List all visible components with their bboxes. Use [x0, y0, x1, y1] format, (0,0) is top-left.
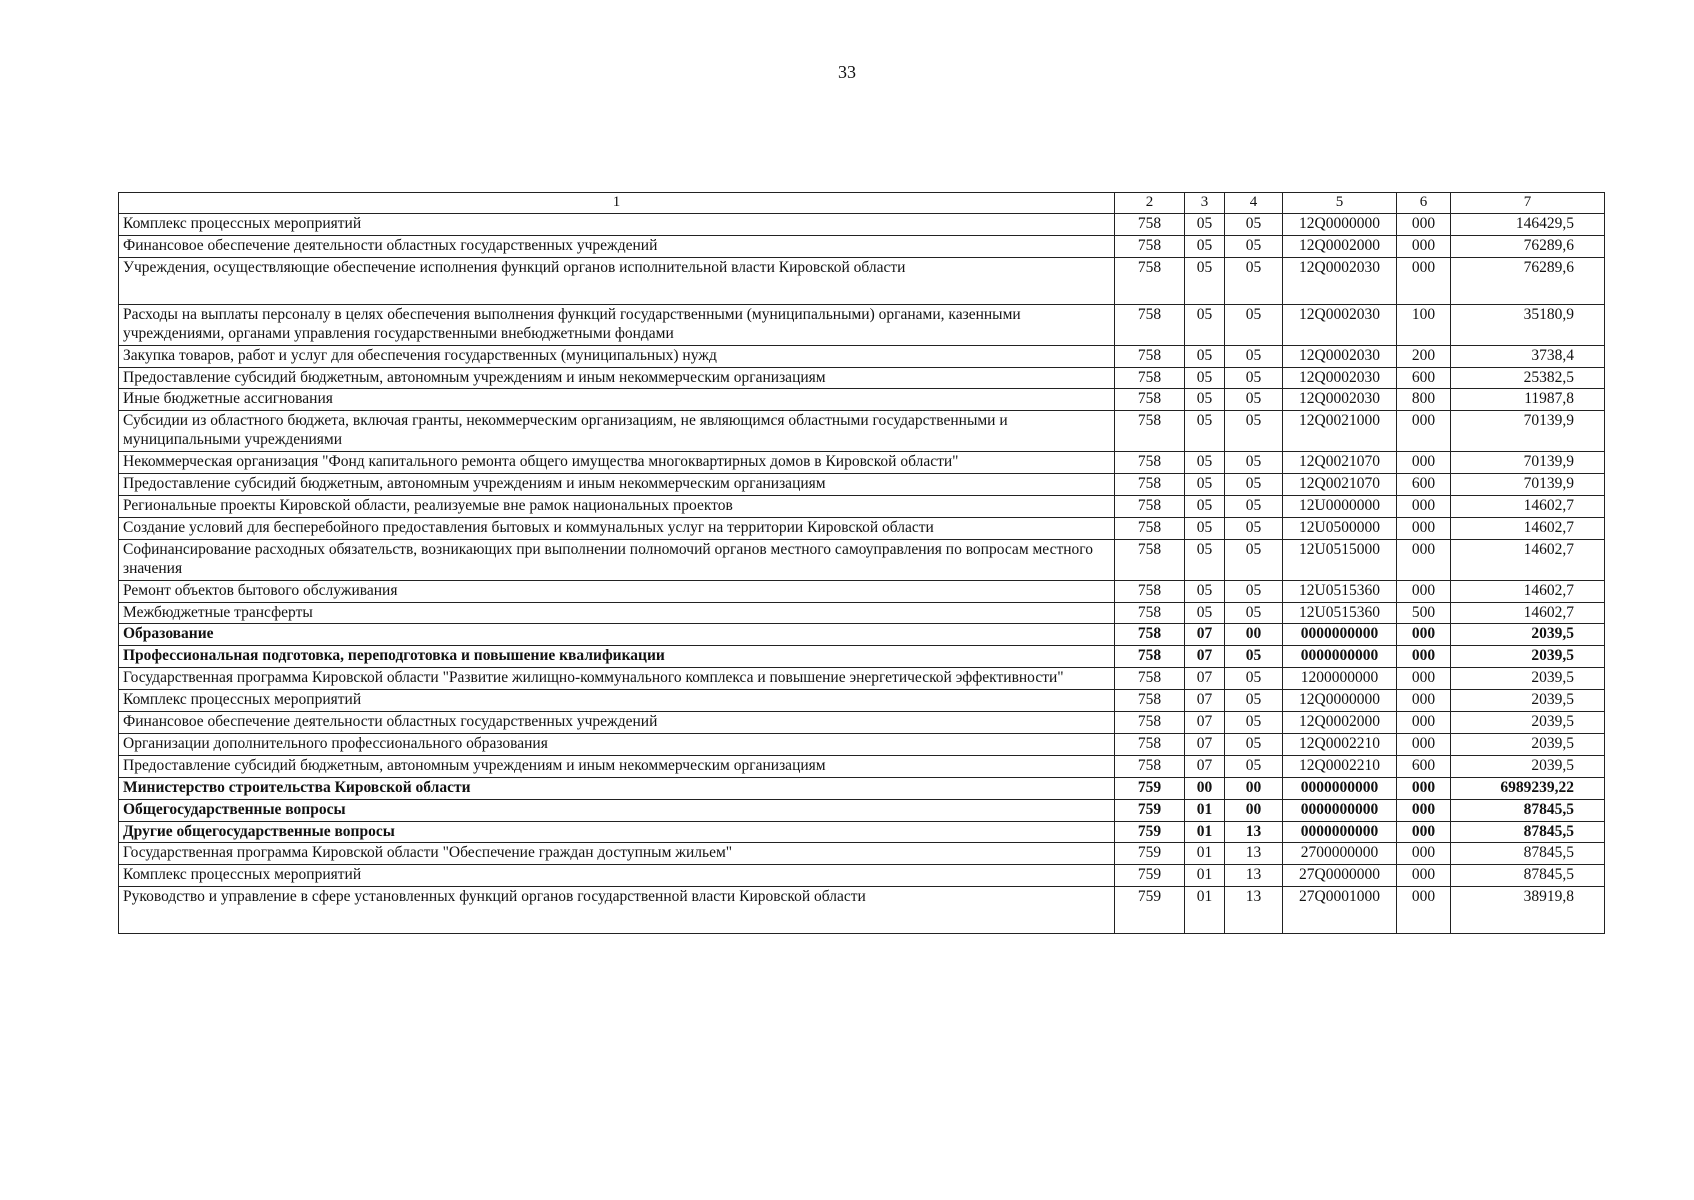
target-article-cell: 12Q0002030 [1283, 389, 1397, 411]
expense-type-cell: 000 [1397, 865, 1451, 887]
row-name-cell: Общегосударственные вопросы [119, 799, 1115, 821]
row-name-cell: Комплекс процессных мероприятий [119, 214, 1115, 236]
target-article-cell: 1200000000 [1283, 668, 1397, 690]
section-cell: 05 [1185, 214, 1225, 236]
subsection-cell: 00 [1225, 777, 1283, 799]
subsection-cell: 05 [1225, 235, 1283, 257]
section-cell: 00 [1185, 777, 1225, 799]
row-name-cell: Расходы на выплаты персоналу в целях обеспечения выполнения функций государственными (муниципальными) органами, казенными учреждениями, органами управления государственными внебюджетными фондами [119, 304, 1115, 345]
amount-cell: 87845,5 [1451, 821, 1605, 843]
column-header: 5 [1283, 193, 1397, 214]
table-row [119, 755, 1605, 777]
target-article-cell: 12Q0021070 [1283, 452, 1397, 474]
subsection-cell: 00 [1225, 799, 1283, 821]
subsection-cell: 13 [1225, 843, 1283, 865]
column-header: 1 [119, 193, 1115, 214]
section-cell: 07 [1185, 646, 1225, 668]
target-article-cell: 0000000000 [1283, 624, 1397, 646]
code-cell: 758 [1115, 257, 1185, 304]
subsection-cell: 05 [1225, 646, 1283, 668]
expense-type-cell: 600 [1397, 367, 1451, 389]
target-article-cell: 12U0515360 [1283, 602, 1397, 624]
amount-cell: 2039,5 [1451, 733, 1605, 755]
expense-type-cell: 000 [1397, 777, 1451, 799]
table-row [119, 304, 1605, 345]
expense-type-cell: 000 [1397, 235, 1451, 257]
amount-cell: 2039,5 [1451, 690, 1605, 712]
expense-type-cell: 000 [1397, 257, 1451, 304]
target-article-cell: 2700000000 [1283, 843, 1397, 865]
expense-type-cell: 000 [1397, 668, 1451, 690]
table-row [119, 712, 1605, 734]
section-cell: 05 [1185, 411, 1225, 452]
amount-cell: 87845,5 [1451, 843, 1605, 865]
subsection-cell: 05 [1225, 690, 1283, 712]
target-article-cell: 12Q0002030 [1283, 367, 1397, 389]
code-cell: 758 [1115, 474, 1185, 496]
section-cell: 05 [1185, 367, 1225, 389]
section-cell: 05 [1185, 235, 1225, 257]
subsection-cell: 05 [1225, 755, 1283, 777]
table-row [119, 602, 1605, 624]
table-row [119, 821, 1605, 843]
table-row [119, 799, 1605, 821]
target-article-cell: 12Q0002030 [1283, 257, 1397, 304]
amount-cell: 2039,5 [1451, 668, 1605, 690]
table-row [119, 345, 1605, 367]
subsection-cell: 05 [1225, 539, 1283, 580]
expense-type-cell: 600 [1397, 755, 1451, 777]
target-article-cell: 27Q0000000 [1283, 865, 1397, 887]
column-header: 7 [1451, 193, 1605, 214]
expense-type-cell: 600 [1397, 474, 1451, 496]
table-row [119, 777, 1605, 799]
target-article-cell: 12U0515000 [1283, 539, 1397, 580]
amount-cell: 38919,8 [1451, 887, 1605, 934]
table-row [119, 257, 1605, 304]
row-name-cell: Государственная программа Кировской области "Развитие жилищно-коммунального комплекса и повышение энергетической эффективности" [119, 668, 1115, 690]
row-name-cell: Профессиональная подготовка, переподготовка и повышение квалификации [119, 646, 1115, 668]
section-cell: 05 [1185, 304, 1225, 345]
table-row [119, 411, 1605, 452]
section-cell: 05 [1185, 452, 1225, 474]
section-cell: 05 [1185, 580, 1225, 602]
table-body [119, 214, 1605, 934]
subsection-cell: 05 [1225, 733, 1283, 755]
expense-type-cell: 100 [1397, 304, 1451, 345]
row-name-cell: Предоставление субсидий бюджетным, автономным учреждениям и иным некоммерческим организациям [119, 474, 1115, 496]
target-article-cell: 12Q0021000 [1283, 411, 1397, 452]
section-cell: 05 [1185, 495, 1225, 517]
expense-type-cell: 000 [1397, 539, 1451, 580]
section-cell: 05 [1185, 257, 1225, 304]
section-cell: 07 [1185, 668, 1225, 690]
expense-type-cell: 000 [1397, 495, 1451, 517]
section-cell: 07 [1185, 733, 1225, 755]
target-article-cell: 12U0000000 [1283, 495, 1397, 517]
code-cell: 758 [1115, 755, 1185, 777]
code-cell: 758 [1115, 367, 1185, 389]
code-cell: 758 [1115, 517, 1185, 539]
section-cell: 07 [1185, 712, 1225, 734]
amount-cell: 76289,6 [1451, 235, 1605, 257]
amount-cell: 70139,9 [1451, 411, 1605, 452]
subsection-cell: 00 [1225, 624, 1283, 646]
target-article-cell: 12Q0002210 [1283, 755, 1397, 777]
expense-type-cell: 500 [1397, 602, 1451, 624]
subsection-cell: 05 [1225, 345, 1283, 367]
expense-type-cell: 000 [1397, 887, 1451, 934]
section-cell: 07 [1185, 755, 1225, 777]
amount-cell: 25382,5 [1451, 367, 1605, 389]
amount-cell: 70139,9 [1451, 474, 1605, 496]
amount-cell: 70139,9 [1451, 452, 1605, 474]
subsection-cell: 05 [1225, 452, 1283, 474]
subsection-cell: 05 [1225, 580, 1283, 602]
code-cell: 758 [1115, 580, 1185, 602]
expense-type-cell: 000 [1397, 452, 1451, 474]
section-cell: 05 [1185, 345, 1225, 367]
table-row [119, 887, 1605, 934]
section-cell: 01 [1185, 865, 1225, 887]
expense-type-cell: 000 [1397, 799, 1451, 821]
subsection-cell: 13 [1225, 865, 1283, 887]
header-row [119, 193, 1605, 214]
code-cell: 758 [1115, 235, 1185, 257]
row-name-cell: Образование [119, 624, 1115, 646]
target-article-cell: 12Q0002000 [1283, 712, 1397, 734]
code-cell: 758 [1115, 668, 1185, 690]
section-cell: 01 [1185, 843, 1225, 865]
row-name-cell: Предоставление субсидий бюджетным, автономным учреждениям и иным некоммерческим организациям [119, 367, 1115, 389]
expense-type-cell: 000 [1397, 411, 1451, 452]
expense-type-cell: 000 [1397, 690, 1451, 712]
subsection-cell: 13 [1225, 887, 1283, 934]
row-name-cell: Создание условий для бесперебойного предоставления бытовых и коммунальных услуг на территории Кировской области [119, 517, 1115, 539]
expense-type-cell: 000 [1397, 843, 1451, 865]
amount-cell: 11987,8 [1451, 389, 1605, 411]
code-cell: 758 [1115, 345, 1185, 367]
amount-cell: 14602,7 [1451, 495, 1605, 517]
code-cell: 759 [1115, 777, 1185, 799]
code-cell: 759 [1115, 887, 1185, 934]
row-name-cell: Государственная программа Кировской области "Обеспечение граждан доступным жильем" [119, 843, 1115, 865]
subsection-cell: 05 [1225, 389, 1283, 411]
table-row [119, 517, 1605, 539]
code-cell: 758 [1115, 452, 1185, 474]
amount-cell: 87845,5 [1451, 799, 1605, 821]
section-cell: 01 [1185, 821, 1225, 843]
code-cell: 758 [1115, 690, 1185, 712]
subsection-cell: 05 [1225, 712, 1283, 734]
code-cell: 758 [1115, 602, 1185, 624]
row-name-cell: Руководство и управление в сфере установленных функций органов государственной власти Кировской области [119, 887, 1115, 934]
section-cell: 07 [1185, 690, 1225, 712]
amount-cell: 146429,5 [1451, 214, 1605, 236]
row-name-cell: Предоставление субсидий бюджетным, автономным учреждениям и иным некоммерческим организациям [119, 755, 1115, 777]
amount-cell: 14602,7 [1451, 517, 1605, 539]
amount-cell: 14602,7 [1451, 580, 1605, 602]
code-cell: 758 [1115, 646, 1185, 668]
target-article-cell: 12Q0002210 [1283, 733, 1397, 755]
section-cell: 05 [1185, 602, 1225, 624]
target-article-cell: 12Q0000000 [1283, 690, 1397, 712]
expense-type-cell: 000 [1397, 646, 1451, 668]
amount-cell: 3738,4 [1451, 345, 1605, 367]
expense-type-cell: 000 [1397, 712, 1451, 734]
amount-cell: 14602,7 [1451, 539, 1605, 580]
amount-cell: 76289,6 [1451, 257, 1605, 304]
code-cell: 758 [1115, 733, 1185, 755]
amount-cell: 2039,5 [1451, 646, 1605, 668]
row-name-cell: Организации дополнительного профессионального образования [119, 733, 1115, 755]
table-row [119, 843, 1605, 865]
row-name-cell: Ремонт объектов бытового обслуживания [119, 580, 1115, 602]
subsection-cell: 05 [1225, 304, 1283, 345]
row-name-cell: Комплекс процессных мероприятий [119, 865, 1115, 887]
expense-type-cell: 000 [1397, 733, 1451, 755]
table-row [119, 668, 1605, 690]
subsection-cell: 05 [1225, 668, 1283, 690]
budget-table [118, 192, 1605, 934]
expense-type-cell: 000 [1397, 517, 1451, 539]
table-row [119, 690, 1605, 712]
code-cell: 758 [1115, 539, 1185, 580]
row-name-cell: Региональные проекты Кировской области, реализуемые вне рамок национальных проектов [119, 495, 1115, 517]
code-cell: 758 [1115, 411, 1185, 452]
target-article-cell: 12U0500000 [1283, 517, 1397, 539]
row-name-cell: Финансовое обеспечение деятельности областных государственных учреждений [119, 235, 1115, 257]
expense-type-cell: 000 [1397, 821, 1451, 843]
row-name-cell: Некоммерческая организация "Фонд капитального ремонта общего имущества многоквартирных домов в Кировской области" [119, 452, 1115, 474]
expense-type-cell: 200 [1397, 345, 1451, 367]
code-cell: 758 [1115, 304, 1185, 345]
code-cell: 759 [1115, 865, 1185, 887]
amount-cell: 87845,5 [1451, 865, 1605, 887]
code-cell: 759 [1115, 843, 1185, 865]
amount-cell: 6989239,22 [1451, 777, 1605, 799]
subsection-cell: 05 [1225, 517, 1283, 539]
row-name-cell: Другие общегосударственные вопросы [119, 821, 1115, 843]
section-cell: 05 [1185, 389, 1225, 411]
column-header: 4 [1225, 193, 1283, 214]
amount-cell: 35180,9 [1451, 304, 1605, 345]
page-number: 33 [838, 62, 856, 82]
section-cell: 01 [1185, 887, 1225, 934]
row-name-cell: Министерство строительства Кировской области [119, 777, 1115, 799]
row-name-cell: Финансовое обеспечение деятельности областных государственных учреждений [119, 712, 1115, 734]
subsection-cell: 05 [1225, 411, 1283, 452]
table-row [119, 646, 1605, 668]
row-name-cell: Комплекс процессных мероприятий [119, 690, 1115, 712]
subsection-cell: 05 [1225, 474, 1283, 496]
column-header: 2 [1115, 193, 1185, 214]
amount-cell: 2039,5 [1451, 712, 1605, 734]
table-row [119, 235, 1605, 257]
code-cell: 758 [1115, 495, 1185, 517]
amount-cell: 2039,5 [1451, 755, 1605, 777]
code-cell: 758 [1115, 214, 1185, 236]
subsection-cell: 05 [1225, 214, 1283, 236]
code-cell: 758 [1115, 389, 1185, 411]
table-row [119, 367, 1605, 389]
row-name-cell: Межбюджетные трансферты [119, 602, 1115, 624]
expense-type-cell: 000 [1397, 580, 1451, 602]
section-cell: 05 [1185, 474, 1225, 496]
table-row [119, 733, 1605, 755]
column-header: 6 [1397, 193, 1451, 214]
table-row [119, 495, 1605, 517]
row-name-cell: Субсидии из областного бюджета, включая гранты, некоммерческим организациям, не являющимся областными государственными и муниципальными учреждениями [119, 411, 1115, 452]
target-article-cell: 12Q0021070 [1283, 474, 1397, 496]
table-row [119, 865, 1605, 887]
expense-type-cell: 800 [1397, 389, 1451, 411]
code-cell: 758 [1115, 624, 1185, 646]
subsection-cell: 05 [1225, 257, 1283, 304]
code-cell: 759 [1115, 799, 1185, 821]
code-cell: 758 [1115, 712, 1185, 734]
target-article-cell: 12Q0002000 [1283, 235, 1397, 257]
target-article-cell: 0000000000 [1283, 821, 1397, 843]
section-cell: 01 [1185, 799, 1225, 821]
amount-cell: 2039,5 [1451, 624, 1605, 646]
target-article-cell: 0000000000 [1283, 777, 1397, 799]
target-article-cell: 12Q0002030 [1283, 304, 1397, 345]
target-article-cell: 12U0515360 [1283, 580, 1397, 602]
table-row [119, 580, 1605, 602]
target-article-cell: 12Q0002030 [1283, 345, 1397, 367]
table-row [119, 474, 1605, 496]
section-cell: 05 [1185, 539, 1225, 580]
row-name-cell: Учреждения, осуществляющие обеспечение исполнения функций органов исполнительной власти Кировской области [119, 257, 1115, 304]
expense-type-cell: 000 [1397, 624, 1451, 646]
subsection-cell: 05 [1225, 367, 1283, 389]
expense-type-cell: 000 [1397, 214, 1451, 236]
section-cell: 05 [1185, 517, 1225, 539]
row-name-cell: Софинансирование расходных обязательств, возникающих при выполнении полномочий органов местного самоуправления по вопросам местного значения [119, 539, 1115, 580]
target-article-cell: 27Q0001000 [1283, 887, 1397, 934]
subsection-cell: 13 [1225, 821, 1283, 843]
subsection-cell: 05 [1225, 602, 1283, 624]
table-row [119, 389, 1605, 411]
row-name-cell: Иные бюджетные ассигнования [119, 389, 1115, 411]
table-row [119, 214, 1605, 236]
code-cell: 759 [1115, 821, 1185, 843]
column-header: 3 [1185, 193, 1225, 214]
target-article-cell: 0000000000 [1283, 646, 1397, 668]
table-row [119, 539, 1605, 580]
amount-cell: 14602,7 [1451, 602, 1605, 624]
target-article-cell: 12Q0000000 [1283, 214, 1397, 236]
subsection-cell: 05 [1225, 495, 1283, 517]
table-row [119, 624, 1605, 646]
table-row [119, 452, 1605, 474]
row-name-cell: Закупка товаров, работ и услуг для обеспечения государственных (муниципальных) нужд [119, 345, 1115, 367]
target-article-cell: 0000000000 [1283, 799, 1397, 821]
section-cell: 07 [1185, 624, 1225, 646]
